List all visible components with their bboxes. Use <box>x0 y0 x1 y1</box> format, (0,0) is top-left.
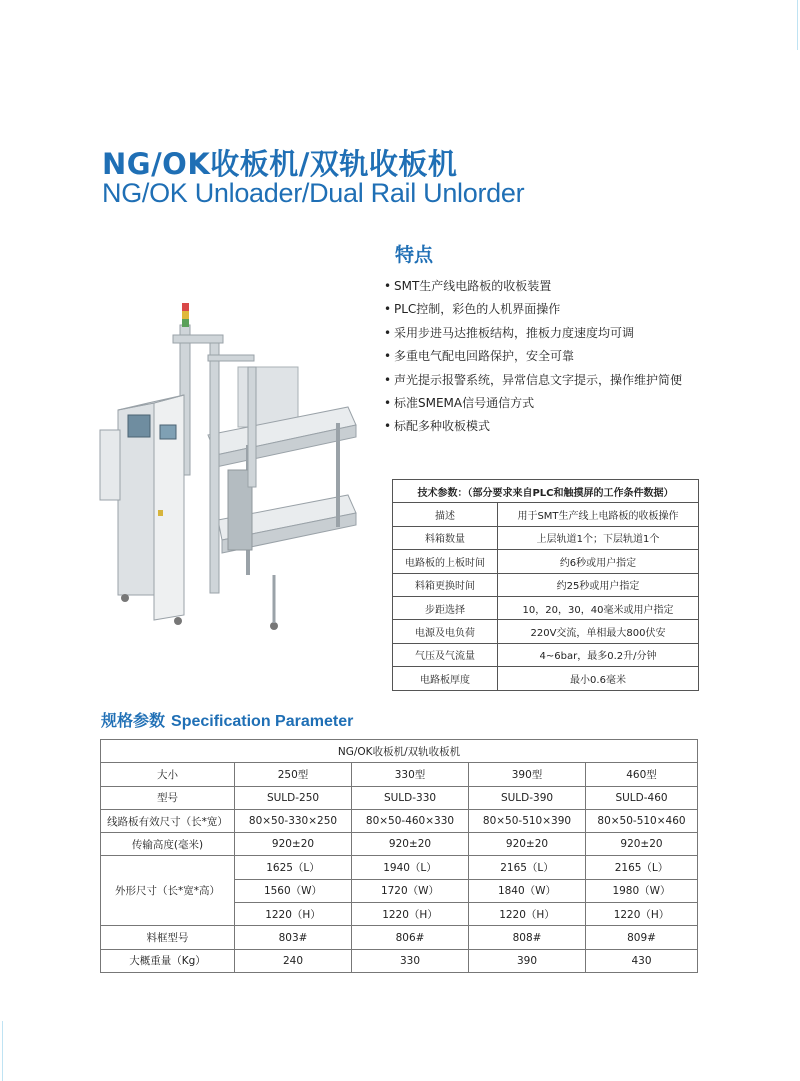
table-row: 大小 250型 330型 390型 460型 <box>101 763 698 786</box>
table-row <box>101 740 698 763</box>
spec-title-en: Specification Parameter <box>171 713 354 730</box>
features-title: 特点 <box>395 244 434 266</box>
table-row: 线路板有效尺寸（长*宽） 80×50-330×250 80×50-460×330 80×50-510×390 80×50-510×460 <box>101 809 698 832</box>
edge-line <box>2 1021 3 1081</box>
table-row: 料箱数量 上层轨道1个；下层轨道1个 <box>393 526 699 549</box>
table-row: 外形尺寸（长*宽*高） 1625（L） 1940（L） 2165（L） 2165（L） <box>101 856 698 879</box>
table-row: 描述 用于SMT生产线上电路板的收板操作 <box>393 503 699 526</box>
tech-params-table <box>392 479 699 691</box>
feature-item: • 标配多种收板模式 <box>384 419 491 434</box>
feature-item: • 标准SMEMA信号通信方式 <box>384 395 535 410</box>
spec-section-title <box>101 708 353 731</box>
table-row: 料框型号 803# 806# 808# 809# <box>101 926 698 949</box>
feature-item: • PLC控制，彩色的人机界面操作 <box>384 302 561 317</box>
table-row: 电源及电负荷 220V交流，单相最大800伏安 <box>393 620 699 643</box>
feature-item: • 声光提示报警系统，异常信息文字提示，操作维护简便 <box>384 372 683 387</box>
edge-line <box>797 0 798 50</box>
table-row: 电路板厚度 最小0.6毫米 <box>393 667 699 690</box>
feature-item: • SMT生产线电路板的收板装置 <box>384 279 552 293</box>
table-row: 1560（W） 1720（W） 1840（W） 1980（W） <box>101 879 698 902</box>
table-row: 1220（H） 1220（H） 1220（H） 1220（H） <box>101 903 698 926</box>
table-row: 气压及气流量 4~6bar，最多0.2升/分钟 <box>393 643 699 666</box>
tech-params-header: 技术参数：（部分要求来自PLC和触摸屏的工作条件数据） <box>393 480 699 503</box>
table-row: 型号 SULD-250 SULD-330 SULD-390 SULD-460 <box>101 786 698 809</box>
table-row: 料箱更换时间 约25秒或用户指定 <box>393 573 699 596</box>
table-row: 传输高度(毫米) 920±20 920±20 920±20 920±20 <box>101 833 698 856</box>
page-title-cn: NG/OK收板机/双轨收板机 <box>102 147 458 181</box>
spec-table <box>100 739 698 973</box>
features-list <box>384 275 682 439</box>
spec-table-title: NG/OK收板机/双轨收板机 <box>101 740 698 763</box>
table-row: 步距选择 10，20，30，40毫米或用户指定 <box>393 596 699 619</box>
page-title-en: NG/OK Unloader/Dual Rail Unlorder <box>102 178 525 208</box>
feature-item: • 多重电气配电回路保护，安全可靠 <box>384 349 575 364</box>
table-row: 电路板的上板时间 约6秒或用户指定 <box>393 550 699 573</box>
table-row: 大概重量（Kg） 240 330 390 430 <box>101 949 698 972</box>
machine-image <box>98 295 360 635</box>
feature-item: • 采用步进马达推板结构，推板力度速度均可调 <box>384 325 635 340</box>
spec-title-cn: 规格参数 <box>101 711 166 730</box>
